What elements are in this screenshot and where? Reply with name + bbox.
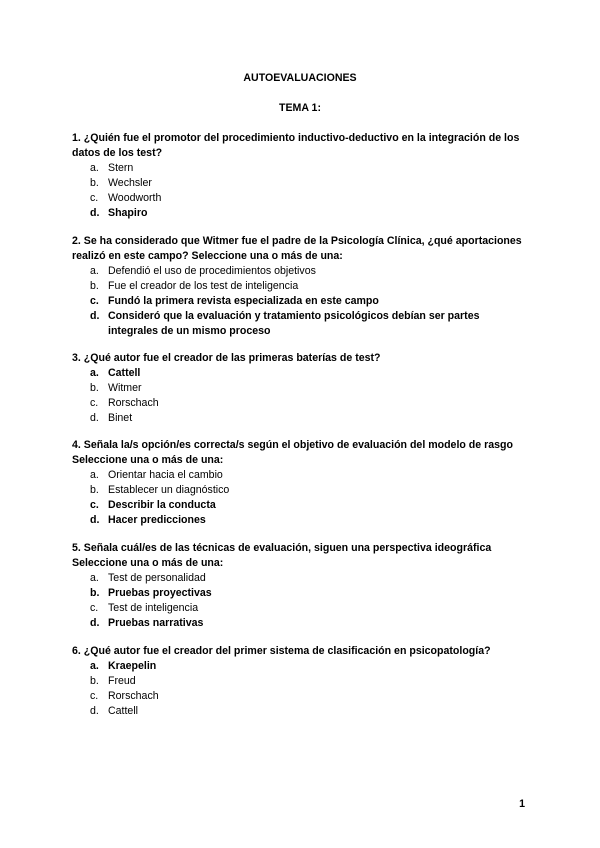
option-text: Fue el creador de los test de inteligencia [108,280,299,292]
option-text: Fundó la primera revista especializada en este campo [108,295,379,307]
answer-option [72,498,532,513]
answer-option [72,264,532,279]
question-text: 3. ¿Qué autor fue el creador de las primeras baterías de test? [72,352,381,364]
option-text: Binet [108,412,133,424]
option-letter: b. [90,177,99,189]
answer-option [72,366,532,381]
option-letter: a. [90,367,99,379]
answer-options [72,161,532,221]
answer-option [72,689,532,704]
answer-option [72,381,532,396]
option-text: Rorschach [108,690,159,702]
option-letter: d. [90,207,100,219]
answer-option [72,279,532,294]
answer-option [72,616,532,631]
option-text: Rorschach [108,397,159,409]
option-letter: c. [90,690,99,702]
option-text: Kraepelin [108,660,157,672]
question-4 [72,438,532,528]
option-letter: d. [90,705,99,717]
question-text: 6. ¿Qué autor fue el creador del primer sistema de clasificación en psicopatología? [72,645,491,657]
option-letter: d. [90,412,99,424]
option-letter: b. [90,675,99,687]
answer-options [72,264,532,339]
answer-option [72,513,532,528]
option-text: Orientar hacia el cambio [108,469,223,481]
option-text: Witmer [108,382,142,394]
option-text: Test de inteligencia [108,602,199,614]
answer-option [72,396,532,411]
option-letter: a. [90,265,99,277]
question-text: 2. Se ha considerado que Witmer fue el padre de la Psicología Clínica, ¿qué aportaciones realizó en este campo? Seleccione una o más de una: [72,235,522,262]
option-text: Cattell [108,705,139,717]
answer-option [72,571,532,586]
option-letter: a. [90,469,99,481]
answer-option [72,586,532,601]
option-letter: d. [90,514,100,526]
option-letter: d. [90,617,100,629]
question-6 [72,644,532,719]
answer-option [72,601,532,616]
option-text: Describir la conducta [108,499,216,511]
question-text: 5. Señala cuál/es de las técnicas de evaluación, siguen una perspectiva ideográfica Seleccione una o más de una: [72,542,492,569]
answer-option [72,468,532,483]
question-1 [72,131,532,221]
option-text: Defendió el uso de procedimientos objetivos [108,265,316,277]
page-title: AUTOEVALUACIONES [243,72,357,84]
answer-option [72,161,532,176]
option-letter: b. [90,382,99,394]
option-text: Hacer predicciones [108,514,206,526]
section-title: TEMA 1: [279,102,321,114]
answer-option [72,704,532,719]
answer-option [72,176,532,191]
answer-option [72,411,532,426]
option-letter: b. [90,280,99,292]
option-text: Stern [108,162,134,174]
answer-option [72,674,532,689]
option-text: Establecer un diagnóstico [108,484,230,496]
option-text: Pruebas narrativas [108,617,204,629]
question-text: 4. Señala la/s opción/es correcta/s según el objetivo de evaluación del modelo de rasgo Seleccione una o más de una: [72,439,513,466]
question-text: 1. ¿Quién fue el promotor del procedimiento inductivo-deductivo en la integración de los datos de los test? [72,132,520,159]
answer-option [72,483,532,498]
option-letter: a. [90,162,99,174]
option-text: Cattell [108,367,141,379]
option-text: Shapiro [108,207,148,219]
answer-option [72,294,532,309]
option-letter: c. [90,192,99,204]
option-letter: b. [90,587,100,599]
option-letter: a. [90,660,99,672]
option-letter: c. [90,397,99,409]
question-3 [72,351,532,426]
option-text: Woodworth [108,192,162,204]
answer-option [72,191,532,206]
page-number: 1 [519,798,525,810]
option-text: Freud [108,675,136,687]
question-5 [72,541,532,631]
option-letter: b. [90,484,99,496]
option-letter: c. [90,602,99,614]
option-text: Consideró que la evaluación y tratamiento psicológicos debían ser partes integrales de un mismo proceso [108,310,480,337]
option-letter: d. [90,310,100,322]
answer-options [72,468,532,528]
option-letter: c. [90,499,99,511]
answer-option [72,659,532,674]
answer-options [72,571,532,631]
option-letter: c. [90,295,99,307]
question-2 [72,234,532,339]
option-text: Pruebas proyectivas [108,587,212,599]
answer-option [72,206,532,221]
option-text: Test de personalidad [108,572,206,584]
answer-options [72,659,532,719]
option-letter: a. [90,572,99,584]
answer-option [72,309,532,339]
answer-options [72,366,532,426]
option-text: Wechsler [108,177,152,189]
